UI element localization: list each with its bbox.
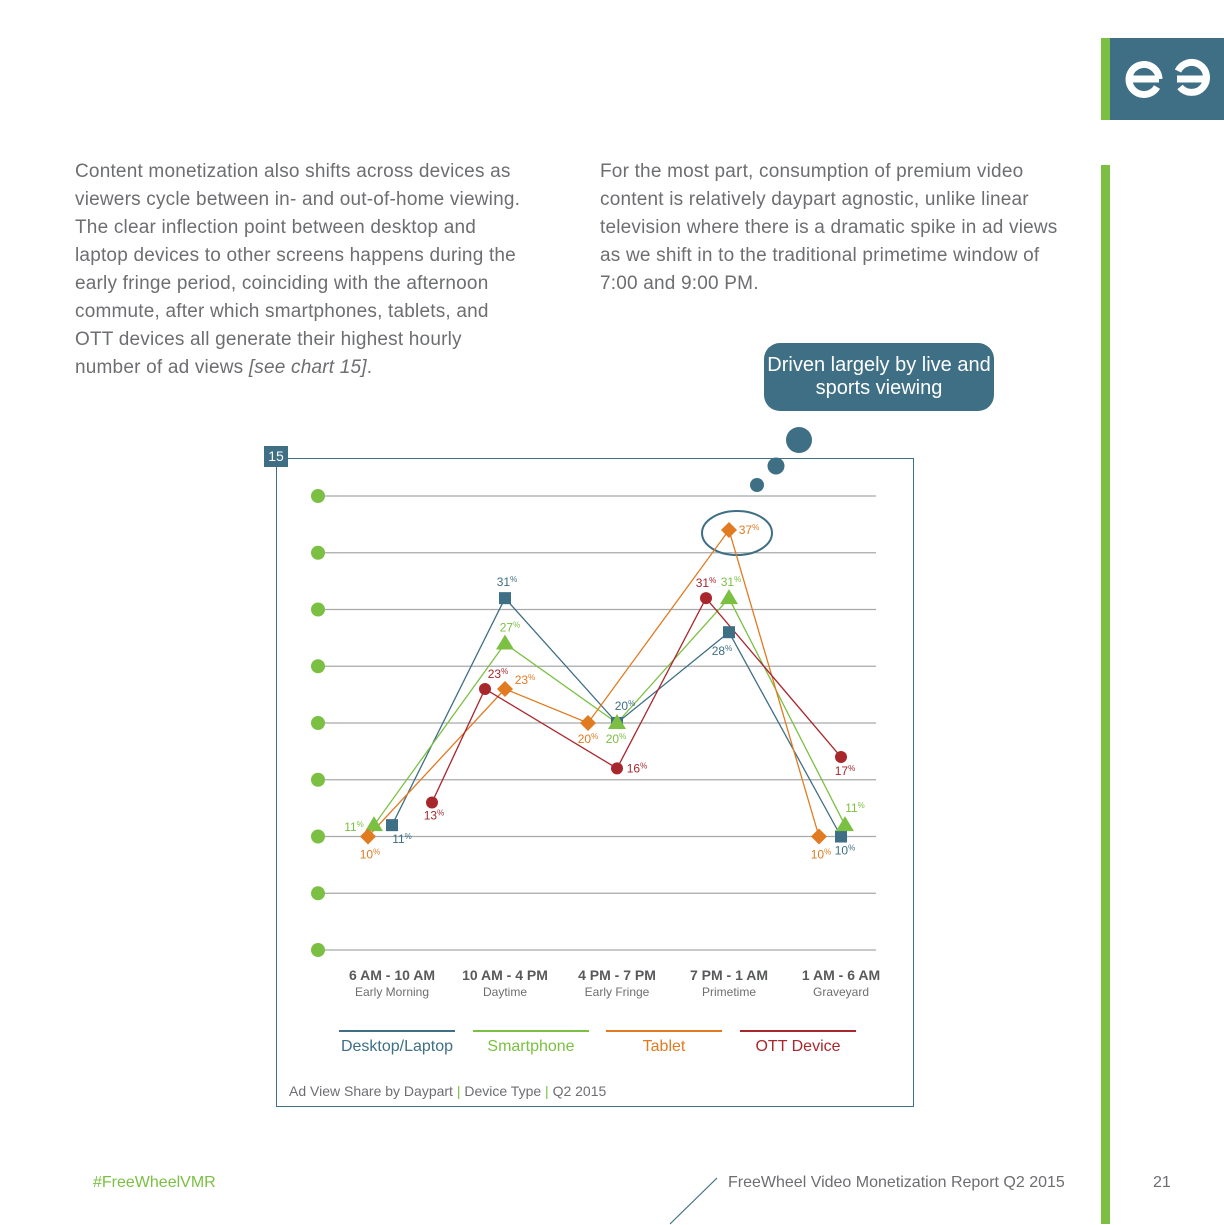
data-label-unit: %	[857, 801, 865, 811]
marker-diamond	[721, 522, 737, 538]
marker-circle	[835, 751, 847, 763]
marker-square	[499, 592, 511, 604]
marker-circle	[700, 592, 712, 604]
x-tick-label: 6 AM - 10 AM	[348, 967, 436, 983]
x-tick-sublabel: Early Fringe	[584, 985, 650, 999]
series-line-tablet	[368, 530, 819, 836]
marker-diamond	[811, 829, 827, 845]
x-tick-sublabel: Early Morning	[354, 985, 430, 999]
x-tick-sublabel: Daytime	[482, 985, 528, 999]
data-label: 23%	[487, 666, 509, 681]
gridline-dot	[311, 830, 325, 844]
data-label-unit: %	[591, 732, 599, 741]
marker-square	[386, 819, 398, 831]
data-label: 37%	[738, 523, 760, 538]
legend-item-smartphone: Smartphone	[473, 1030, 589, 1056]
marker-triangle	[496, 635, 514, 650]
x-tick-label: 4 PM - 7 PM	[578, 967, 656, 983]
data-label: 16%	[626, 761, 648, 776]
data-label-unit: %	[725, 644, 733, 654]
data-label-unit: %	[640, 761, 648, 771]
data-label: 20%	[614, 699, 636, 713]
x-tick-sublabel: Graveyard	[812, 985, 870, 999]
chart-reference: [see chart 15]	[248, 357, 367, 378]
caption-separator: |	[545, 1083, 549, 1099]
data-label-unit: %	[848, 764, 856, 774]
body-text-left-main: Content monetization also shifts across devices as viewers cycle between in- and out-of-home viewing. The clear inflection point between desktop and laptop devices to other screens happens during the early fringe period, coinciding with the afternoon commute, after which smartphones, tablets, and OTT devices all generate their highest hourly number of ad views	[75, 161, 521, 378]
gridline-dot	[311, 489, 325, 503]
data-label-unit: %	[628, 699, 636, 708]
data-label: 31%	[695, 576, 717, 591]
legend-item-desktop-laptop: Desktop/Laptop	[339, 1030, 455, 1056]
legend-item-ott-device: OTT Device	[740, 1030, 856, 1056]
legend-item-tablet: Tablet	[606, 1030, 722, 1056]
data-label: 10%	[359, 847, 381, 862]
marker-circle	[479, 683, 491, 695]
gridline-dot	[311, 886, 325, 900]
caption-period: Q2 2015	[552, 1083, 607, 1099]
data-label: 20%	[577, 732, 599, 746]
page-number: 21	[1153, 1174, 1171, 1191]
body-text-left-end: .	[366, 357, 373, 378]
data-label: 20%	[605, 732, 627, 746]
gridline-dot	[311, 716, 325, 730]
data-label-unit: %	[513, 620, 521, 630]
x-tick-label: 7 PM - 1 AM	[689, 967, 769, 983]
data-label-unit: %	[619, 732, 627, 741]
data-label-unit: %	[437, 808, 445, 818]
data-label-unit: %	[752, 523, 760, 533]
data-label: 31%	[720, 575, 742, 590]
data-label-unit: %	[824, 847, 832, 857]
marker-circle	[426, 796, 438, 808]
data-label-unit: %	[373, 847, 381, 857]
marker-triangle	[720, 589, 738, 604]
thought-bubble-medium	[768, 458, 785, 475]
data-label-unit: %	[848, 843, 856, 853]
marker-triangle	[836, 816, 854, 831]
x-tick-label: 10 AM - 4 PM	[462, 967, 548, 983]
data-label-unit: %	[356, 820, 364, 830]
data-label: 10%	[834, 843, 856, 858]
marker-square	[835, 831, 847, 843]
data-label: 31%	[496, 575, 518, 590]
body-text-right: For the most part, consumption of premium video content is relatively daypart agnostic, unlike linear television where there is a dramatic spike in ad views as we shift in to the traditional primetime window of 7:00 and 9:00 PM.	[600, 161, 1058, 294]
data-label-unit: %	[501, 666, 509, 676]
thought-bubble-large	[786, 427, 812, 453]
data-label: 27%	[499, 620, 521, 635]
gridline-dot	[311, 603, 325, 617]
footer-slash-line	[660, 1175, 720, 1225]
series-line-smartphone	[374, 598, 845, 825]
gridline-dot	[311, 659, 325, 673]
data-label-unit: %	[709, 576, 717, 586]
x-tick-label: 1 AM - 6 AM	[801, 967, 881, 983]
caption-separator: |	[456, 1083, 461, 1099]
data-label: 11%	[392, 832, 412, 847]
footer-report-title: FreeWheel Video Monetization Report Q2 2015	[728, 1174, 1065, 1191]
data-label: 28%	[711, 644, 733, 659]
data-label: 17%	[834, 764, 856, 779]
gridline-dot	[311, 943, 325, 957]
data-label-unit: %	[510, 575, 518, 585]
highlight-ellipse	[702, 511, 772, 555]
thought-bubble-small	[750, 478, 764, 492]
data-label: 11%	[845, 801, 865, 816]
data-label-unit: %	[404, 832, 412, 842]
gridline-dot	[311, 773, 325, 787]
data-label: 10%	[810, 847, 832, 862]
chart-number-badge: 15	[264, 446, 288, 467]
caption-device: Device Type	[464, 1083, 542, 1099]
data-label-unit: %	[528, 672, 536, 682]
x-tick-sublabel: Primetime	[701, 985, 757, 999]
marker-square	[723, 626, 735, 638]
data-label: 11%	[344, 820, 364, 835]
data-label: 23%	[514, 672, 536, 687]
data-label: 13%	[423, 808, 445, 823]
caption-title: Ad View Share by Daypart	[289, 1083, 453, 1099]
callout-text: Driven largely by live and sports viewing	[767, 354, 991, 399]
data-label-unit: %	[734, 575, 742, 585]
marker-circle	[611, 762, 623, 774]
chart-caption	[289, 1083, 606, 1099]
marker-diamond	[580, 715, 596, 731]
footer-hashtag[interactable]: #FreeWheelVMR	[93, 1174, 216, 1191]
gridline-dot	[311, 546, 325, 560]
